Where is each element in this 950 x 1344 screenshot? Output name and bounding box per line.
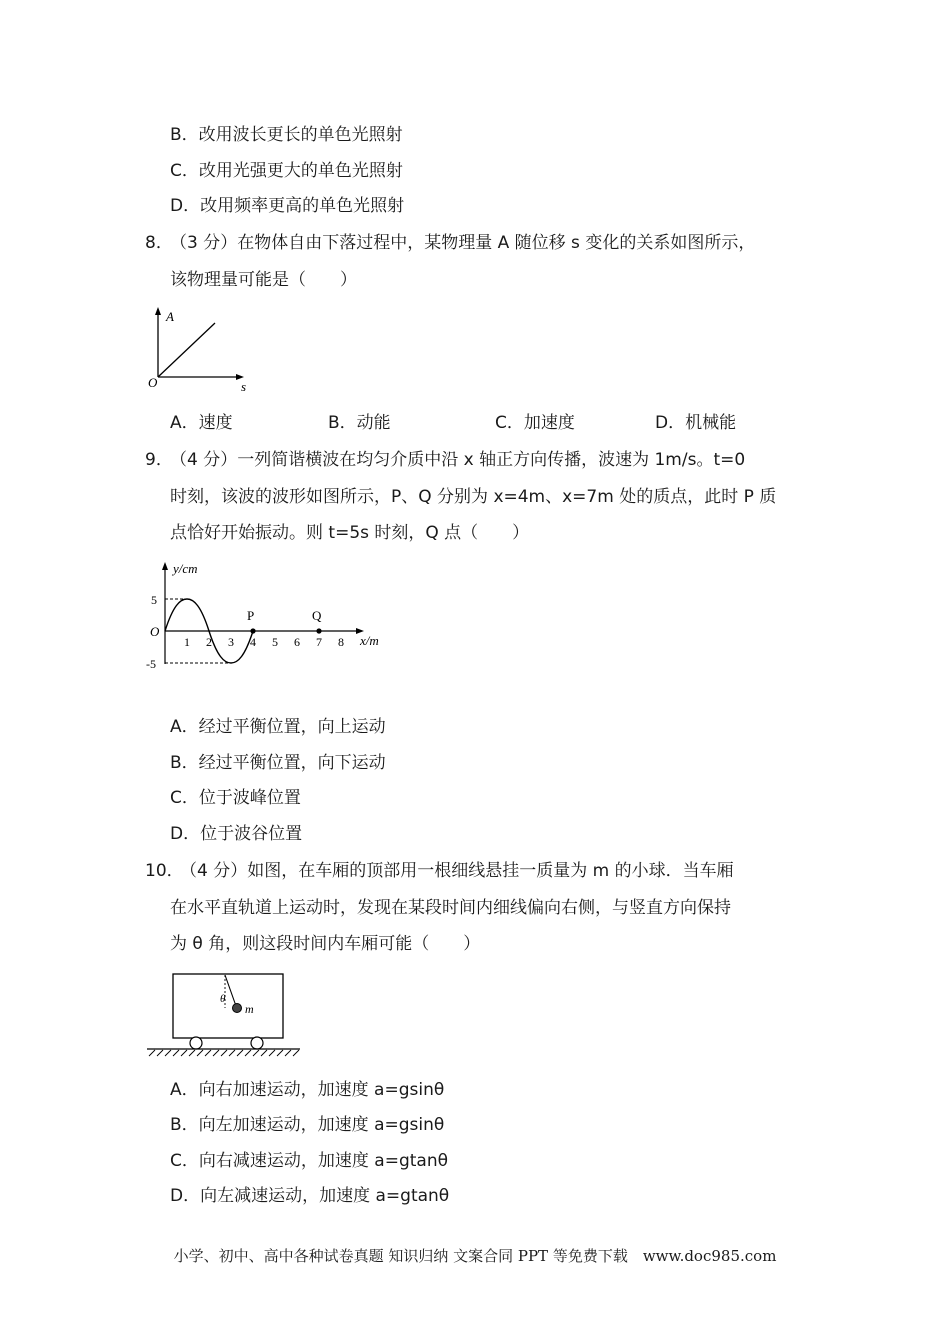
q9-x-tick-7: 7 <box>316 635 322 649</box>
page-footer: 小学、初中、高中各种试卷真题 知识归纳 文案合同 PPT 等免费下载 www.doc985.com <box>173 1247 777 1265</box>
q10-number: 10． <box>145 861 184 881</box>
q10-option-d: D．向左减速运动，加速度 a=gtanθ <box>170 1186 450 1206</box>
q10-string <box>225 975 236 1006</box>
q9-option-d: D．位于波谷位置 <box>170 824 303 844</box>
q8-option-b: B．动能 <box>328 413 391 433</box>
q10-stem-line1: （4 分）如图，在车厢的顶部用一根细线悬挂一质量为 m 的小球．当车厢 <box>180 861 734 881</box>
q8-graph-line <box>158 323 215 377</box>
q10-ball <box>233 1004 242 1013</box>
q10-ground-hatch <box>149 1050 299 1056</box>
q9-x-tick-3: 3 <box>228 635 234 649</box>
q9-y-tick-neg5: -5 <box>146 657 156 671</box>
q8-stem-line1: （3 分）在物体自由下落过程中，某物理量 A 随位移 s 变化的关系如图所示， <box>170 233 756 253</box>
q10-angle-label: θ <box>220 993 226 1005</box>
q7-option-c: C．改用光强更大的单色光照射 <box>170 161 403 181</box>
q8-x-label: s <box>241 379 247 394</box>
q9-x-tick-6: 6 <box>294 635 300 649</box>
q9-number: 9． <box>145 450 173 470</box>
q9-figure <box>140 556 390 676</box>
q8-option-c: C．加速度 <box>495 413 575 433</box>
q10-wheel-right <box>251 1037 263 1049</box>
q9-point-p <box>250 628 255 633</box>
q10-wheel-left <box>190 1037 202 1049</box>
q10-stem-line2: 在水平直轨道上运动时，发现在某段时间内细线偏向右侧，与竖直方向保持 <box>170 898 731 918</box>
q9-y-arrow <box>162 562 168 570</box>
q9-origin-label: O <box>150 624 160 639</box>
q8-y-arrow <box>155 307 161 315</box>
q8-option-a: A．速度 <box>170 413 233 433</box>
q9-x-tick-2: 2 <box>206 635 212 649</box>
q9-option-b: B．经过平衡位置，向下运动 <box>170 753 386 773</box>
q10-option-c: C．向右减速运动，加速度 a=gtanθ <box>170 1151 448 1171</box>
q9-point-q <box>316 628 321 633</box>
q9-stem-line1: （4 分）一列简谐横波在均匀介质中沿 x 轴正方向传播，波速为 1m/s。t=0 <box>170 450 746 470</box>
q9-x-tick-1: 1 <box>184 635 190 649</box>
q10-option-b: B．向左加速运动，加速度 a=gsinθ <box>170 1115 445 1135</box>
q9-y-label: y/cm <box>173 561 198 576</box>
q9-x-tick-4: 4 <box>250 635 256 649</box>
q8-number: 8． <box>145 233 173 253</box>
q10-option-a: A．向右加速运动，加速度 a=gsinθ <box>170 1080 445 1100</box>
q9-stem-line2: 时刻，该波的波形如图所示，P、Q 分别为 x=4m、x=7m 处的质点，此时 P 质 <box>170 487 777 507</box>
q9-option-a: A．经过平衡位置，向上运动 <box>170 717 386 737</box>
q9-x-label: x/m <box>360 633 379 648</box>
q9-x-tick-8: 8 <box>338 635 344 649</box>
q10-stem-line3: 为 θ 角，则这段时间内车厢可能（ ） <box>170 934 481 954</box>
q10-mass-label: m <box>245 1002 254 1016</box>
q9-y-tick-5: 5 <box>151 593 157 607</box>
q9-stem-line3: 点恰好开始振动。则 t=5s 时刻，Q 点（ ） <box>170 523 530 543</box>
q10-figure <box>145 968 305 1060</box>
q8-figure <box>140 305 260 397</box>
q8-stem-line2: 该物理量可能是（ ） <box>170 270 357 290</box>
q7-option-b: B．改用波长更长的单色光照射 <box>170 125 403 145</box>
q9-x-tick-5: 5 <box>272 635 278 649</box>
q9-p-label: P <box>247 608 255 623</box>
q8-y-label: A <box>166 309 174 324</box>
q8-origin-label: O <box>148 375 158 390</box>
q9-option-c: C．位于波峰位置 <box>170 788 301 808</box>
q8-option-d: D．机械能 <box>655 413 737 433</box>
q7-option-d: D．改用频率更高的单色光照射 <box>170 196 405 216</box>
q9-q-label: Q <box>312 608 322 623</box>
